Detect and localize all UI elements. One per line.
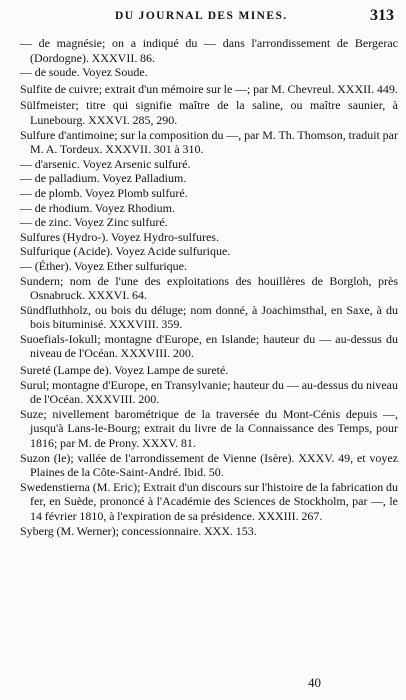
page-header: [20, 8, 398, 28]
running-title: DU JOURNAL DES MINES.: [115, 10, 288, 22]
index-entry: — (Éther). Voyez Ether sulfurique.: [20, 258, 187, 273]
index-entry: — de palladium. Voyez Palladium.: [20, 171, 187, 186]
index-entry: Sulfure d'antimoine; sur la composition du —, par M. Th. Thomson, traduit par M. A. Tordeux. XXXVII. 301 à 310.: [20, 127, 398, 157]
index-entry: — de soude. Voyez Soude.: [20, 65, 148, 80]
index-entry: Sureté (Lampe de). Voyez Lampe de sureté.: [20, 363, 229, 378]
index-entry: Syberg (M. Werner); concessionnaire. XXX. 153.: [20, 523, 257, 538]
index-entry: Swedenstierna (M. Eric); Extrait d'un discours sur l'histoire de la fabrication du fer, en Suède, prononcé à l'Académie des Sciences de Stockholm, par —, le 14 février 1810, à l'expiration de sa présidence. XXXIII. 267.: [20, 479, 398, 523]
page-number: 313: [370, 7, 394, 24]
index-entry: — d'arsenic. Voyez Arsenic sulfuré.: [20, 156, 191, 171]
folio-number: 40: [308, 675, 321, 690]
index-entry: Sulfurique (Acide). Voyez Acide sulfurique.: [20, 244, 231, 259]
index-entry: Suoefials-Iokull; montagne d'Europe, en Islande; hauteur du — au-dessus du niveau de l'Océan. XXXVIII. 200.: [20, 331, 398, 361]
index-entry: Sündfluthholz, ou bois du déluge; nom donné, à Joachimsthal, en Saxe, à du bois bituminisé. XXXVIII. 359.: [20, 302, 398, 332]
index-entry: — de plomb. Voyez Plomb sulfuré.: [20, 185, 188, 200]
index-entry: Surul; montagne d'Europe, en Transylvanie; hauteur du — au-dessus du niveau de l'Océan. XXXVIII. 200.: [20, 377, 398, 407]
index-entry: — de rhodium. Voyez Rhodium.: [20, 200, 176, 215]
index-entry: — de zinc. Voyez Zinc sulfuré.: [20, 215, 168, 230]
index-entry: Sulfite de cuivre; extrait d'un mémoire sur le —; par M. Chevreul. XXXII. 449.: [20, 81, 398, 96]
index-entry: Suze; nivellement barométrique de la traversée du Mont-Cénis depuis —, jusqu'à Lans-le-Bourg; extrait du livre de la Connaissance des Temps, pour 1816; par M. de Prony. XXXV. 81.: [20, 406, 398, 451]
index-entry: Sülfmeister; titre qui signifie maître de la saline, ou maître saunier, à Lunebourg. XXXVI. 285, 290.: [20, 98, 398, 127]
index-entry: Sulfures (Hydro-). Voyez Hydro-sulfures.: [20, 229, 219, 244]
index-entry: Sundern; nom de l'une des exploitations des houillères de Borgloh, près Osnabruck. XXXVI. 64.: [20, 273, 398, 303]
index-entry: — de magnésie; on a indiqué du — dans l'arrondissement de Bergerac (Dordogne). XXXVII. 86.: [20, 36, 398, 65]
index-entry: Suzon (le); vallée de l'arrondissement de Vienne (Isère). XXXV. 49, et voyez Plaines de la Côte-Saint-André. Ibid. 50.: [20, 450, 398, 480]
index-entries: [20, 36, 398, 538]
